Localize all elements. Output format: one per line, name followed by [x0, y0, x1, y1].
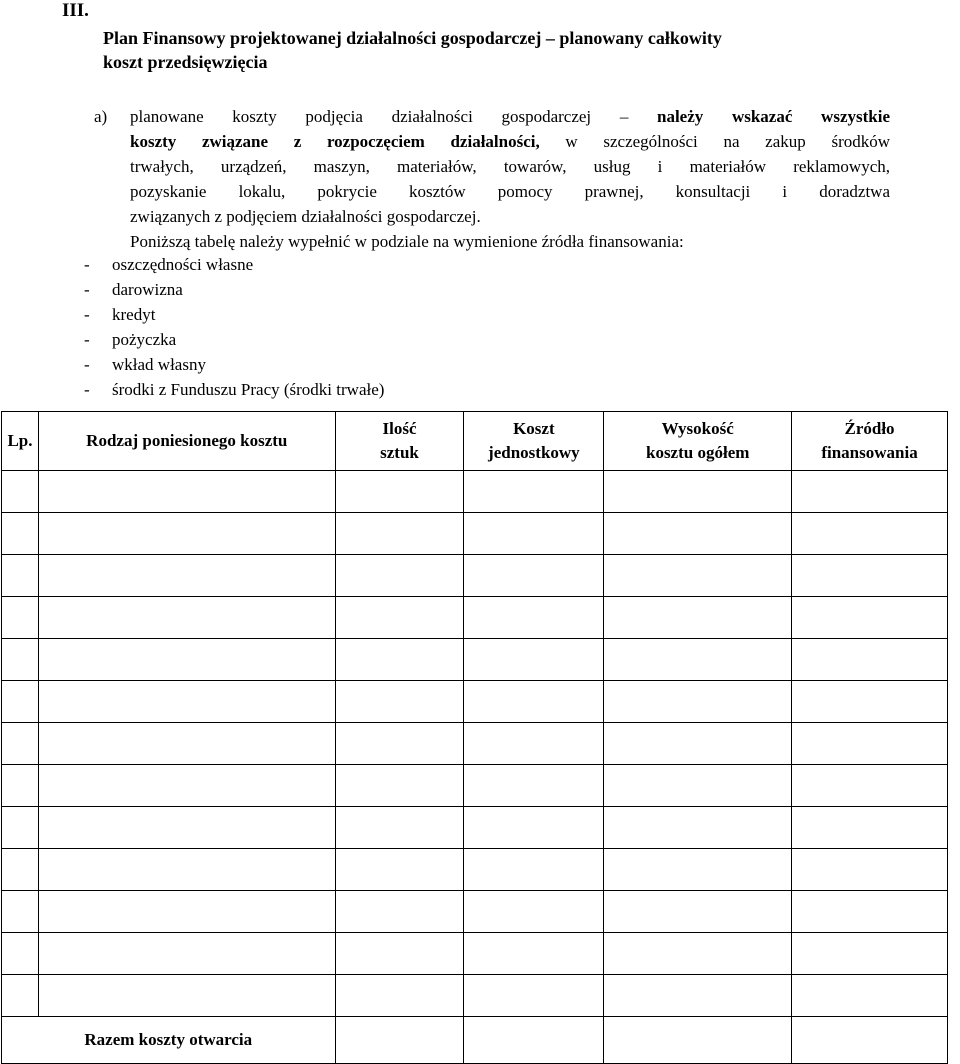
- table-cell[interactable]: [335, 765, 464, 807]
- list-item-text: darowizna: [112, 280, 183, 299]
- table-cell[interactable]: [792, 555, 948, 597]
- table-cell[interactable]: [2, 849, 39, 891]
- paragraph-a-emphasis: należy wskazać wszystkie: [657, 107, 890, 126]
- table-cell[interactable]: [38, 765, 335, 807]
- table-total-row: [2, 1017, 948, 1064]
- paragraph-a-label: a): [94, 107, 108, 126]
- table-cell[interactable]: [38, 807, 335, 849]
- list-item-text: wkład własny: [112, 355, 206, 374]
- paragraph-a-line-4: pozyskanie lokalu, pokrycie kosztów pomocy prawnej, konsultacji i doradztwa: [130, 182, 890, 201]
- table-cell[interactable]: [792, 933, 948, 975]
- table-row: [2, 849, 948, 891]
- table-cell[interactable]: [604, 933, 792, 975]
- table-cell[interactable]: [464, 513, 604, 555]
- list-item-text: pożyczka: [112, 330, 177, 349]
- header-text: finansowania: [821, 443, 918, 462]
- list-dash: -: [84, 355, 90, 374]
- table-cell[interactable]: [335, 681, 464, 723]
- table-row: [2, 639, 948, 681]
- funding-sources-list: [84, 252, 384, 402]
- table-cell[interactable]: [2, 723, 39, 765]
- table-cell[interactable]: [335, 975, 464, 1017]
- title-line-1: Plan Finansowy projektowanej działalności gospodarczej – planowany całkowity: [103, 28, 722, 48]
- table-cell[interactable]: [792, 471, 948, 513]
- table-cell[interactable]: [335, 597, 464, 639]
- table-cell[interactable]: [464, 597, 604, 639]
- table-cell[interactable]: [335, 723, 464, 765]
- table-cell[interactable]: [792, 513, 948, 555]
- table-header-row: [2, 412, 948, 471]
- table-cell[interactable]: [2, 597, 39, 639]
- table-cell[interactable]: [38, 849, 335, 891]
- total-label: Razem koszty otwarcia: [2, 1017, 336, 1064]
- header-text: Wysokość: [661, 419, 734, 438]
- list-item: [84, 377, 384, 402]
- table-cell[interactable]: [604, 639, 792, 681]
- table-cell[interactable]: [2, 639, 39, 681]
- table-row: [2, 555, 948, 597]
- table-cell[interactable]: [604, 765, 792, 807]
- table-cell[interactable]: [604, 555, 792, 597]
- header-text: sztuk: [380, 443, 419, 462]
- table-cell[interactable]: [604, 513, 792, 555]
- table-cell[interactable]: [604, 975, 792, 1017]
- table-row: [2, 975, 948, 1017]
- table-cell[interactable]: [2, 975, 39, 1017]
- table-cell[interactable]: [792, 891, 948, 933]
- table-row: [2, 891, 948, 933]
- table-cell[interactable]: [464, 723, 604, 765]
- table-cell[interactable]: [335, 807, 464, 849]
- table-cell[interactable]: [335, 849, 464, 891]
- list-item: [84, 277, 384, 302]
- paragraph-a-line-1: [130, 104, 890, 129]
- list-dash: -: [84, 305, 90, 324]
- list-dash: -: [84, 255, 90, 274]
- table-cell[interactable]: [335, 933, 464, 975]
- header-text: Źródło: [844, 419, 895, 438]
- section-number: III.: [62, 0, 89, 21]
- list-item-text: oszczędności własne: [112, 255, 254, 274]
- list-item: [84, 252, 384, 277]
- table-row: [2, 765, 948, 807]
- table-cell[interactable]: [464, 933, 604, 975]
- header-text: kosztu ogółem: [645, 443, 750, 462]
- table-cell[interactable]: [2, 765, 39, 807]
- header-text: Ilość: [382, 419, 417, 438]
- table-cell[interactable]: [2, 555, 39, 597]
- header-total-cost: [604, 412, 792, 471]
- table-cell[interactable]: [38, 639, 335, 681]
- table-cell[interactable]: [792, 807, 948, 849]
- table-cell[interactable]: [2, 933, 39, 975]
- table-cell[interactable]: [38, 975, 335, 1017]
- table-cell[interactable]: [604, 681, 792, 723]
- table-cell[interactable]: [38, 891, 335, 933]
- list-dash: -: [84, 330, 90, 349]
- table-cell[interactable]: [38, 555, 335, 597]
- header-lp: Lp.: [2, 412, 39, 471]
- table-cell[interactable]: [335, 1017, 464, 1064]
- paragraph-a-text: planowane koszty podjęcia działalności gospodarczej –: [130, 107, 629, 126]
- table-row: [2, 807, 948, 849]
- table-cell[interactable]: [792, 975, 948, 1017]
- table-cell[interactable]: [464, 849, 604, 891]
- table-cell[interactable]: [38, 681, 335, 723]
- title-line-2: koszt przedsięwzięcia: [103, 52, 268, 72]
- table-cell[interactable]: [464, 471, 604, 513]
- header-text: Koszt: [513, 419, 555, 438]
- table-cell[interactable]: [604, 891, 792, 933]
- table-cell[interactable]: [792, 639, 948, 681]
- table-cell[interactable]: [38, 597, 335, 639]
- table-cell[interactable]: [335, 639, 464, 681]
- table-cell[interactable]: [335, 471, 464, 513]
- paragraph-a: [130, 104, 890, 229]
- table-cell[interactable]: [2, 513, 39, 555]
- paragraph-a-line-3: trwałych, urządzeń, maszyn, materiałów, towarów, usług i materiałów reklamowych,: [130, 157, 890, 176]
- table-cell[interactable]: [792, 765, 948, 807]
- table-cell[interactable]: [2, 681, 39, 723]
- table-cell[interactable]: [464, 765, 604, 807]
- table-cell[interactable]: [38, 933, 335, 975]
- table-cell[interactable]: [335, 891, 464, 933]
- table-cell[interactable]: [464, 681, 604, 723]
- table-cell[interactable]: [38, 513, 335, 555]
- table-cell[interactable]: [792, 681, 948, 723]
- list-item: [84, 327, 384, 352]
- list-dash: -: [84, 380, 90, 399]
- list-item: [84, 352, 384, 377]
- table-cell[interactable]: [2, 891, 39, 933]
- table-cell[interactable]: [464, 975, 604, 1017]
- table-row: [2, 597, 948, 639]
- table-cell[interactable]: [464, 555, 604, 597]
- header-quantity: [335, 412, 464, 471]
- table-row: [2, 681, 948, 723]
- paragraph-a-text: w szczególności na zakup środków: [565, 132, 891, 151]
- table-cell[interactable]: [604, 807, 792, 849]
- paragraph-a-emphasis: koszty związane z rozpoczęciem działalności,: [130, 132, 540, 151]
- paragraph-a-line-2: [130, 129, 890, 154]
- table-cell[interactable]: [464, 891, 604, 933]
- table-row: [2, 723, 948, 765]
- table-cell[interactable]: [604, 597, 792, 639]
- table-cell[interactable]: [792, 723, 948, 765]
- table-instruction: Poniższą tabelę należy wypełnić w podziale na wymienione źródła finansowania:: [130, 232, 684, 251]
- cost-table: [1, 411, 948, 1064]
- table-cell[interactable]: [604, 723, 792, 765]
- table-cell[interactable]: [464, 639, 604, 681]
- paragraph-a-line-5: związanych z podjęciem działalności gospodarczej.: [130, 207, 481, 226]
- table-cell[interactable]: [604, 1017, 792, 1064]
- header-text: jednostkowy: [488, 443, 580, 462]
- table-cell[interactable]: [335, 555, 464, 597]
- list-item-text: środki z Funduszu Pracy (środki trwałe): [112, 380, 385, 399]
- table-cell[interactable]: [2, 471, 39, 513]
- header-unit-cost: [464, 412, 604, 471]
- table-cell[interactable]: [464, 1017, 604, 1064]
- header-funding-source: [792, 412, 948, 471]
- table-cell[interactable]: [38, 471, 335, 513]
- table-cell[interactable]: [335, 513, 464, 555]
- list-item: [84, 302, 384, 327]
- list-item-text: kredyt: [112, 305, 156, 324]
- header-cost-type: Rodzaj poniesionego kosztu: [38, 412, 335, 471]
- table-row: [2, 471, 948, 513]
- table-cell[interactable]: [604, 471, 792, 513]
- table-row: [2, 933, 948, 975]
- list-dash: -: [84, 280, 90, 299]
- table-cell[interactable]: [792, 597, 948, 639]
- table-cell[interactable]: [792, 1017, 948, 1064]
- table-cell[interactable]: [38, 723, 335, 765]
- table-row: [2, 513, 948, 555]
- table-cell[interactable]: [604, 849, 792, 891]
- table-cell[interactable]: [464, 807, 604, 849]
- document-title: [103, 26, 903, 74]
- table-cell[interactable]: [2, 807, 39, 849]
- table-cell[interactable]: [792, 849, 948, 891]
